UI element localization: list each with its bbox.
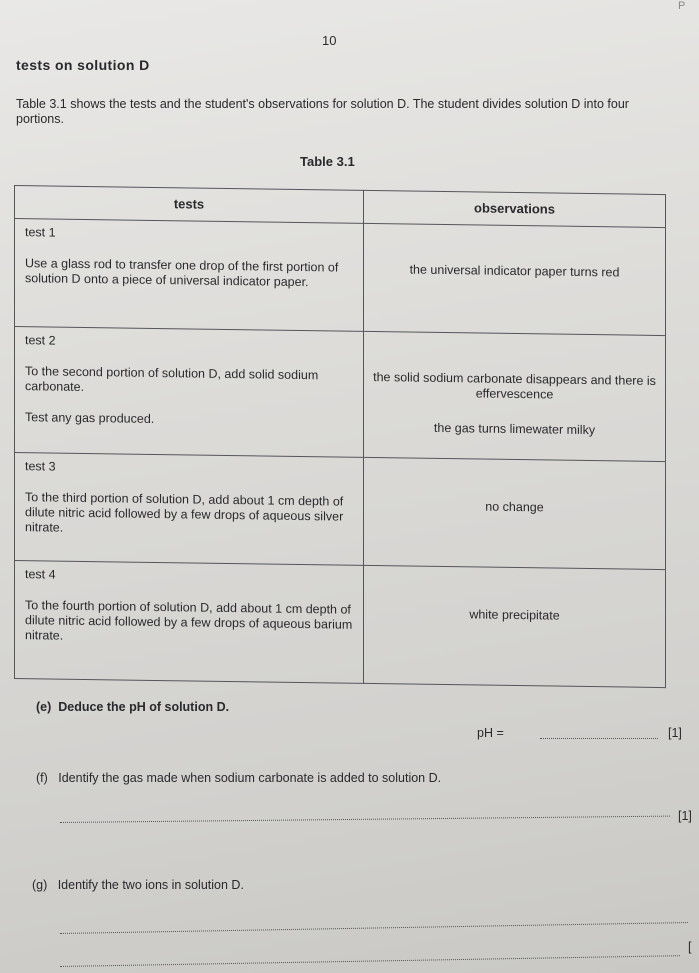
question-text: Identify the gas made when sodium carbonate is added to solution D. <box>58 771 442 785</box>
observations-table <box>14 185 666 688</box>
test-cell <box>15 561 364 684</box>
test-name: test 1 <box>25 225 56 240</box>
test-instruction: Test any gas produced. <box>25 410 155 426</box>
marks-g: [ <box>688 940 692 954</box>
test-instruction: To the fourth portion of solution D, add about 1 cm depth of dilute nitric acid followed by a few drops of aqueous barium nitrate. <box>25 598 353 643</box>
test-instruction: To the third portion of solution D, add about 1 cm depth of dilute nitric acid followed by a few drops of aqueous silver nitrate. <box>25 490 344 535</box>
observation-text: the gas turns limewater milky <box>433 420 596 438</box>
question-f <box>36 771 441 785</box>
answer-line-f[interactable] <box>60 816 670 823</box>
question-e <box>36 700 229 714</box>
answer-line-g-1[interactable] <box>60 922 688 934</box>
observation-cell <box>364 223 666 335</box>
test-cell <box>15 327 364 458</box>
corner-mark: P <box>678 0 686 12</box>
observation-cell <box>364 565 666 687</box>
question-text: Identify the two ions in solution D. <box>57 878 244 892</box>
test-cell <box>15 453 364 566</box>
table-row <box>15 219 666 336</box>
observation-cell <box>364 331 666 461</box>
marks-e: [1] <box>668 726 682 740</box>
answer-line-g-2[interactable] <box>60 955 680 967</box>
header-tests: tests <box>15 186 364 224</box>
test-name: test 2 <box>25 333 56 348</box>
question-label: (e) <box>36 700 52 714</box>
test-cell <box>15 219 364 332</box>
test-name: test 3 <box>25 459 56 474</box>
table-row <box>15 561 666 688</box>
header-observations: observations <box>364 190 666 227</box>
table-row <box>15 327 666 462</box>
page-number: 10 <box>322 33 337 48</box>
question-label: (g) <box>32 878 48 892</box>
ph-label: pH = <box>477 726 504 740</box>
test-name: test 4 <box>25 567 56 582</box>
section-heading: tests on solution D <box>16 57 150 73</box>
test-instruction: To the second portion of solution D, add solid sodium carbonate. <box>25 364 319 394</box>
table-row <box>15 453 666 570</box>
question-text: Deduce the pH of solution D. <box>58 700 230 714</box>
marks-f: [1] <box>678 809 692 823</box>
intro-paragraph: Table 3.1 shows the tests and the student's observations for solution D. The student divides solution D into four portions. <box>16 97 629 126</box>
observation-text: the solid sodium carbonate disappears and there is effervescence <box>373 370 656 402</box>
test-instruction: Use a glass rod to transfer one drop of the first portion of solution D onto a piece of universal indicator paper. <box>25 256 339 290</box>
observation-cell <box>364 457 666 569</box>
question-label: (f) <box>36 771 48 785</box>
ph-answer-line[interactable] <box>540 738 658 739</box>
observation-text: white precipitate <box>469 607 560 623</box>
question-g <box>32 878 244 892</box>
table-caption: Table 3.1 <box>300 154 355 169</box>
observation-text: no change <box>485 499 544 515</box>
observation-text: the universal indicator paper turns red <box>409 262 620 280</box>
